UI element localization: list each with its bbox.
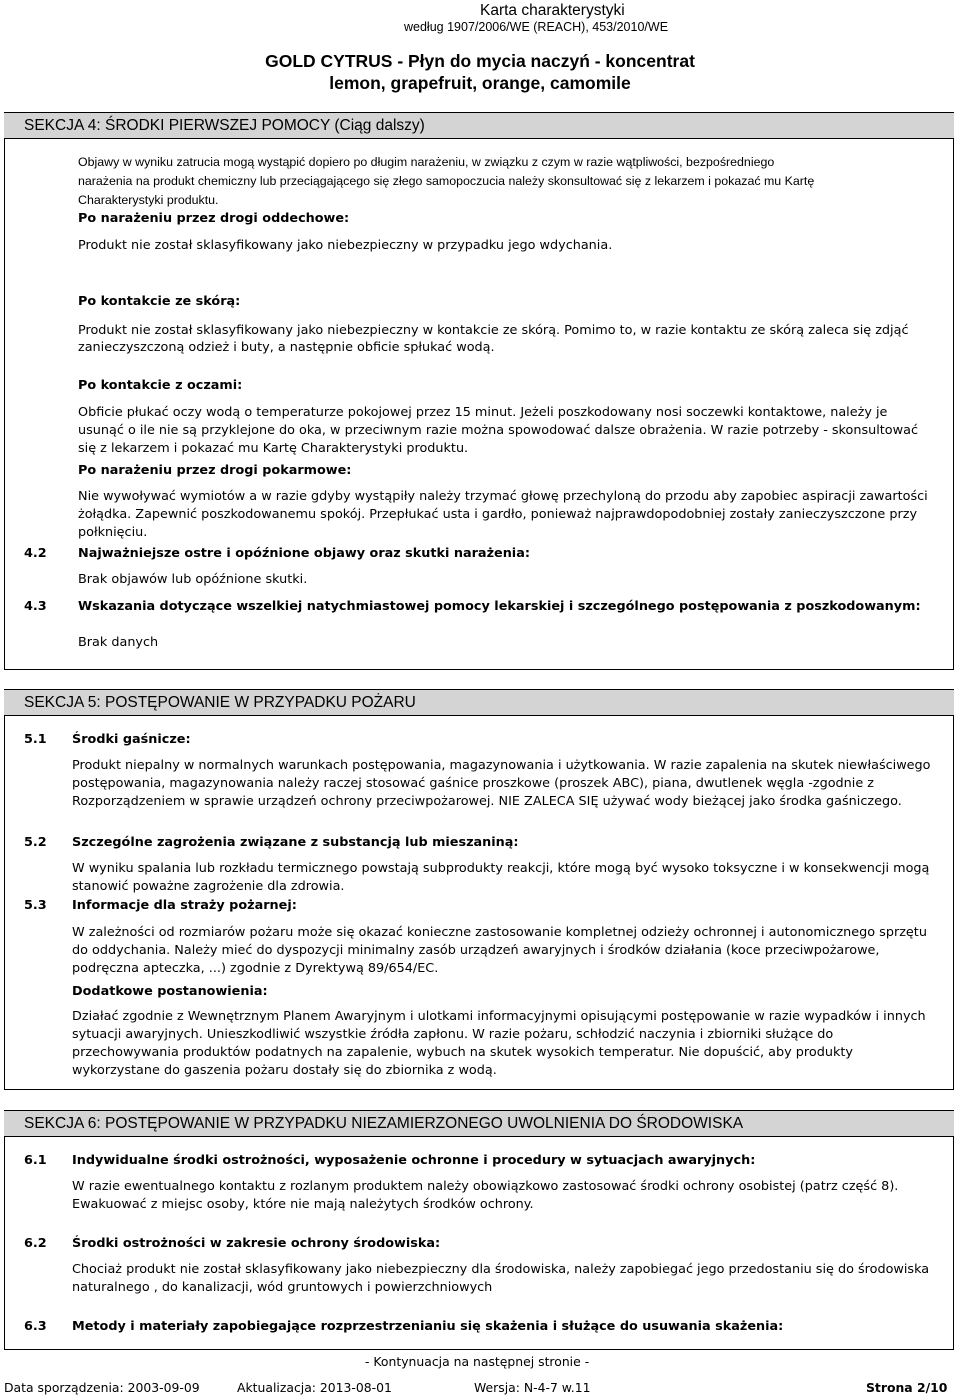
subsection-line: Produkt niepalny w normalnych warunkach postępowania, magazynowania i użytkowania. W razie zapalenia na skutek niewłaściwego xyxy=(72,758,931,773)
subsection-heading: Wskazania dotyczące wszelkiej natychmiastowej pomocy lekarskiej i szczególnego postępowania z poszkodowanym: xyxy=(78,599,921,614)
subsection-line: do oddychania. Należy mieć do dyspozycji minimalny zasób urządzeń awaryjnych i środków działania (koce przeciwpożarowe, xyxy=(72,943,880,958)
subsection-line: W zależności od rozmiarów pożaru może się okazać konieczne zastosowanie kompletnej odzieży ochronnej i autonomicznego sprzętu xyxy=(72,925,927,940)
inhalation-text: Produkt nie został sklasyfikowany jako niebezpieczny w przypadku jego wdychania. xyxy=(78,238,613,253)
subsection-heading: Środki gaśnicze: xyxy=(72,732,191,747)
subsection-text: Brak objawów lub opóźnione skutki. xyxy=(78,572,308,587)
page-header xyxy=(0,0,960,104)
subsection-number: 4.2 xyxy=(24,546,47,561)
subsection-line: W wyniku spalania lub rozkładu termicznego powstają subprodukty reakcji, które mogą być wysoko toksyczne i w konsekwencji mogą xyxy=(72,861,930,876)
skin-line: zanieczyszczoną odzież i buty, a następnie obficie spłukać wodą. xyxy=(78,340,495,355)
regulation-reference: według 1907/2006/WE (REACH), 453/2010/WE xyxy=(404,20,669,34)
subsection-number: 4.3 xyxy=(24,599,47,614)
subsection-line: naturalnego , do kanalizacji, wód gruntowych i powierzchniowych xyxy=(72,1280,493,1295)
ingestion-heading: Po narażeniu przez drogi pokarmowe: xyxy=(78,463,352,478)
eyes-line: Obficie płukać oczy wodą o temperaturze pokojowej przez 15 minut. Jeżeli poszkodowany nosi soczewki kontaktowe, należy je xyxy=(78,405,888,420)
additional-line: Działać zgodnie z Wewnętrznym Planem Awaryjnym i ulotkami informacyjnymi opisującymi postępowanie w razie wypadków i innych xyxy=(72,1009,926,1024)
eyes-line: się z lekarzem i pokazać mu Kartę Charakterystyki produktu. xyxy=(78,441,469,456)
subsection-heading: Metody i materiały zapobiegające rozprzestrzenianiu się skażenia i służące do usuwania skażenia: xyxy=(72,1319,784,1334)
product-name: GOLD CYTRUS - Płyn do mycia naczyń - koncentrat xyxy=(265,51,695,71)
creation-date: Data sporządzenia: 2003-09-09 xyxy=(4,1380,200,1395)
subsection-heading: Indywidualne środki ostrożności, wyposażenie ochronne i procedury w sytuacjach awaryjnych: xyxy=(72,1153,756,1168)
ingestion-line: połknięciu. xyxy=(78,525,148,540)
subsection-line: W razie ewentualnego kontaktu z rozlanym produktem należy obowiązkowo zastosować środki ochrony osobistej (patrz część 8). xyxy=(72,1179,899,1194)
section-4-title: SEKCJA 4: ŚRODKI PIERWSZEJ POMOCY (Ciąg dalszy) xyxy=(4,112,954,139)
subsection-number: 6.2 xyxy=(24,1236,47,1251)
eyes-line: usunąć o ile nie są przyklejone do oka, w przeciwnym razie można spowodować dalsze obrażenia. W razie potrzeby - skonsultować xyxy=(78,423,918,438)
page-footer xyxy=(0,1354,960,1400)
subsection-heading: Środki ostrożności w zakresie ochrony środowiska: xyxy=(72,1236,441,1251)
additional-line: wykorzystane do gaszenia pożaru dostały się do zbiornika z wodą. xyxy=(72,1063,497,1078)
intro-line: Objawy w wyniku zatrucia mogą wystąpić dopiero po długim narażeniu, w związku z czym w razie wątpliwości, bezpośredniego xyxy=(78,155,775,169)
document-type: Karta charakterystyki xyxy=(480,2,625,19)
subsection-heading: Informacje dla straży pożarnej: xyxy=(72,898,297,913)
skin-line: Produkt nie został sklasyfikowany jako niebezpieczny w kontakcie ze skórą. Pomimo to, w razie kontaktu ze skórą zaleca się zdjąć xyxy=(78,323,909,338)
section-6-box xyxy=(4,1110,954,1350)
subsection-number: 5.3 xyxy=(24,898,47,913)
subsection-line: Rozporządzeniem w sprawie urządzeń ochrony przeciwpożarowej. NIE ZALECA SIĘ używać wody bieżącej jako środka gaśniczego. xyxy=(72,794,902,809)
skin-heading: Po kontakcie ze skórą: xyxy=(78,294,241,309)
inhalation-heading: Po narażeniu przez drogi oddechowe: xyxy=(78,211,350,226)
additional-heading: Dodatkowe postanowienia: xyxy=(72,984,268,999)
additional-line: sytuacji awaryjnych. Unieszkodliwić wszystkie źródła zapłonu. W razie pożaru, schłodzić naczynia i zbiorniki służące do xyxy=(72,1027,834,1042)
subsection-number: 6.3 xyxy=(24,1319,47,1334)
subsection-number: 5.2 xyxy=(24,835,47,850)
subsection-text: Brak danych xyxy=(78,635,159,650)
page-number: Strona 2/10 xyxy=(866,1380,948,1395)
subsection-heading: Najważniejsze ostre i opóźnione objawy oraz skutki narażenia: xyxy=(78,546,530,561)
intro-line: narażenia na produkt chemiczny lub przeciągającego się złego samopoczucia należy skonsultować się z lekarzem i pokazać mu Kartę xyxy=(78,174,815,188)
section-6-title: SEKCJA 6: POSTĘPOWANIE W PRZYPADKU NIEZAMIERZONEGO UWOLNIENIA DO ŚRODOWISKA xyxy=(4,1110,954,1137)
section-5-title: SEKCJA 5: POSTĘPOWANIE W PRZYPADKU POŻARU xyxy=(4,689,954,716)
subsection-line: stanowić poważne zagrożenie dla zdrowia. xyxy=(72,879,345,894)
subsection-heading: Szczególne zagrożenia związane z substancją lub mieszaniną: xyxy=(72,835,519,850)
version-label: Wersja: N-4-7 w.11 xyxy=(474,1380,591,1395)
update-date: Aktualizacja: 2013-08-01 xyxy=(237,1380,392,1395)
ingestion-line: Nie wywoływać wymiotów a w razie gdyby wystąpiły należy trzymać głowę przechyloną do przodu aby zapobiec aspiracji zawartości xyxy=(78,489,928,504)
subsection-line: Chociaż produkt nie został sklasyfikowany jako niebezpieczny dla środowiska, należy zapobiegać jego przedostaniu się do środowiska xyxy=(72,1262,930,1277)
product-variant: lemon, grapefruit, orange, camomile xyxy=(329,73,631,93)
subsection-line: postępowania, magazynowania należy raczej stosować gaśnice proszkowe (proszek ABC), piana, dwutlenek węgla -zgodnie z xyxy=(72,776,875,791)
eyes-heading: Po kontakcie z oczami: xyxy=(78,378,243,393)
subsection-line: podręczna apteczka, ...) zgodnie z Dyrektywą 89/654/EC. xyxy=(72,961,439,976)
subsection-number: 6.1 xyxy=(24,1153,47,1168)
subsection-line: Ewakuować z miejsc osoby, które nie mają należytych środków ochrony. xyxy=(72,1197,534,1212)
intro-line: Charakterystyki produktu. xyxy=(78,193,219,207)
ingestion-line: żołądka. Zapewnić poszkodowanemu spokój. Przepłukać usta i gardło, ponieważ najprawdopodobniej zostały zanieczyszczone przy xyxy=(78,507,918,522)
additional-line: przechowywania produktów podatnych na zapalenie, wybuch na skutek wysokich temperatur. Nie dopuścić, aby produkty xyxy=(72,1045,853,1060)
subsection-number: 5.1 xyxy=(24,732,47,747)
continuation-note: - Kontynuacja na następnej stronie - xyxy=(365,1354,590,1369)
